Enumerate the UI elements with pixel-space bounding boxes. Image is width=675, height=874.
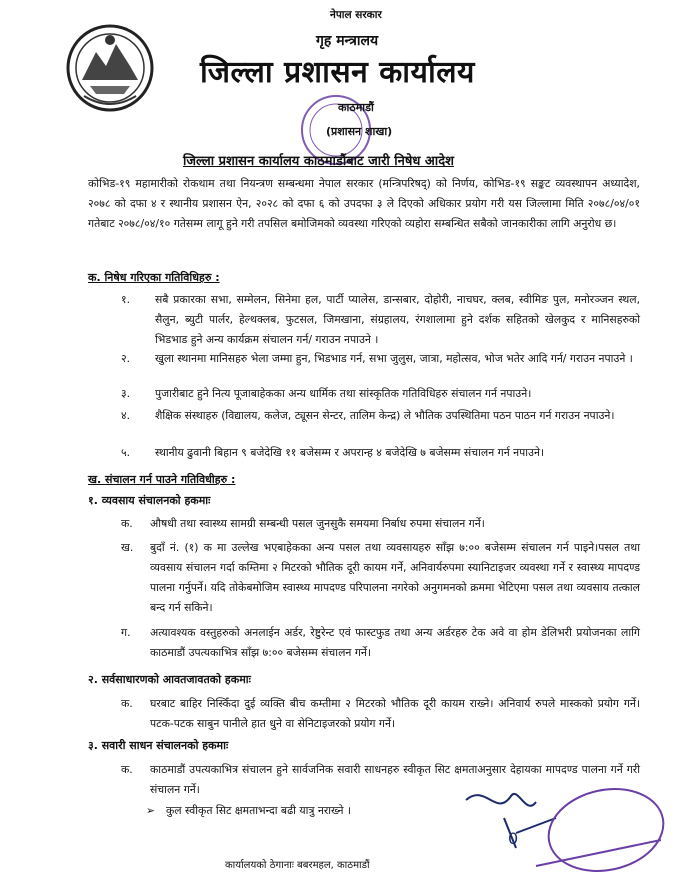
bullet-arrow-icon: ➢ [146, 804, 156, 817]
section-ka-title: क. निषेध गरिएका गतिविधिहरु : [88, 271, 220, 284]
branch-label: (प्रशासन शाखा) [326, 125, 393, 138]
list-item: औषधी तथा स्वास्थ्य सामग्री सम्बन्धी पसल जुनसुकै समयमा निर्बाध रुपमा संचालन गर्ने। [150, 517, 485, 530]
list-item: पुजारीबाट हुने नित्य पूजाबाहेकका अन्य धार्मिक तथा सांस्कृतिक गतिविधिहरु संचालन गर्न नपाउने। [155, 387, 532, 400]
list-item: स्थानीय ढुवानी बिहान ९ बजेदेखि ११ बजेसम्म र अपरान्ह ४ बजेदेखि ७ बजेसम्म संचालन गर्न नपाउने। [155, 446, 545, 459]
list-item: बुदाँ नं. (१) क मा उल्लेख भएबाहेकका अन्य पसल तथा व्यवसायहरु साँझ ७:०० बजेसम्म संचालन गर्न पाइने।पसल तथा व्यवसाय संचालन गर्दा कम्तिमा २ मिटरको भौतिक दूरी कायम गर्ने, अनिवार्यरुपमा स्यानिटाइजर व्यवस्था गर्ने र स्वास्थ्य मापदण्ड पालना गर्नुपर्ने। यदि तोकेबमोजिम स्वास्थ्य मापदण्ड परिपालना नगरेको अनुगमनको क्रममा भेटिएमा पसल तथा व्यवसाय तत्काल बन्द गर्न सकिने। [150, 541, 640, 614]
subsection-vehicle-title: ३. सवारी साधन संचालनको हकमाः [88, 739, 229, 752]
subsection-movement-title: २. सर्वसाधारणको आवतजावतको हकमाः [88, 673, 251, 686]
svg-text:0: 0 [508, 829, 519, 848]
list-item: अत्यावश्यक वस्तुहरुको अनलाईन अर्डर, रेष्टुरेन्ट एवं फास्टफुड तथा अन्य अर्डरहरु टेक अवे वा होम डेलिभरी प्रयोजनका लागि काठमाडौं उपत्यकाभित्र साँझ ७:०० बजेसम्म संचालन गर्ने। [150, 626, 640, 659]
item-number: ख. [121, 541, 134, 554]
section-kha-title: ख. संचालन गर्न पाउने गतिविधीहरु : [88, 473, 236, 486]
district-label: काठमाडौं [338, 101, 374, 114]
item-number: ३. [121, 387, 131, 400]
item-number: २. [121, 352, 131, 365]
list-item: खुला स्थानमा मानिसहरु भेला जम्मा हुन, भिडभाड गर्न, सभा जुलुस, जात्रा, महोत्सव, भोज भतेर आदि गर्न/ गराउन नपाउने । [155, 352, 633, 365]
item-number: क. [121, 517, 133, 530]
item-number: क. [121, 763, 133, 776]
list-item: घरबाट बाहिर निस्किँदा दुई व्यक्ति बीच कम्तीमा २ मिटरको भौतिक दूरी कायम राख्ने। अनिवार्य रुपले मास्कको प्रयोग गर्ने। पटक-पटक साबुन पानीले हात धुने वा सेनिटाइजरको प्रयोग गर्ने। [150, 697, 640, 730]
subsection-business-title: १. व्यवसाय संचालनको हकमाः [88, 494, 211, 507]
order-title: जिल्ला प्रशासन कार्यालय काठमाडौंबाट जारी निषेध आदेश [183, 154, 454, 169]
item-number: ग. [121, 626, 131, 639]
list-item: कुल स्वीकृत सिट क्षमताभन्दा बढी यात्रु नराख्ने । [166, 804, 351, 817]
item-number: ५. [121, 446, 131, 459]
list-item: सबै प्रकारका सभा, सम्मेलन, सिनेमा हल, पार्टी प्यालेस, डान्सबार, दोहोरी, नाचघर, क्लब, स्वीमिङ पुल, मनोरञ्जन स्थल, सैलुन, ब्युटी पार्लर, हेल्थक्लब, फुटसल, जिमखाना, संग्रहालय, रंगशालामा हुने दर्शक सहितको खेलकुद र मानिसहरुको भिडभाड हुने अन्य कार्यक्रम संचालन गर्न/ गराउन नपाउने । [155, 293, 640, 346]
item-number: क. [121, 697, 133, 710]
office-title: जिल्ला प्रशासन कार्यालय [200, 55, 475, 90]
list-item: काठमाडौं उपत्यकाभित्र संचालन हुने सार्वजनिक सवारी साधनहरु स्वीकृत सिट क्षमताअनुसार देहायका मापदण्ड पालना गर्ने गरी संचालन गर्ने। [150, 763, 640, 796]
ministry-label: गृह मन्त्रालय [316, 33, 379, 49]
signature-stamp-icon [456, 778, 666, 874]
item-number: १. [121, 293, 131, 306]
list-item: शैक्षिक संस्थाहरु (विद्यालय, कलेज, ट्यूसन सेन्टर, तालिम केन्द्र) ले भौतिक उपस्थितिमा पठन पाठन गर्न गराउन नपाउने। [155, 409, 615, 422]
government-label: नेपाल सरकार [330, 9, 382, 21]
footer-address: कार्यालयको ठेगानाः बबरमहल, काठमाडौं [225, 860, 370, 871]
nepal-emblem-icon [64, 22, 156, 114]
item-number: ४. [121, 409, 131, 422]
intro-paragraph: कोभिड-१९ महामारीको रोकथाम तथा नियन्त्रण सम्बन्धमा नेपाल सरकार (मन्त्रिपरिषद्) को निर्णय, कोभिड-१९ सङ्कट व्यवस्थापन अध्यादेश, २०७८ को दफा ४ र स्थानीय प्रशासन ऐन, २०२८ को दफा ६ को उपदफा ३ ले दिएको अधिकार प्रयोग गरी यस जिल्लामा मिति २०७८/०४/०१ गतेबाट २०७८/०४/१० गतेसम्म लागू हुने गरी तपसिल बमोजिमको व्यवस्था गरिएको व्यहोरा सम्बन्धित सबैको जानकारीका लागि अनुरोध छ। [88, 177, 640, 230]
